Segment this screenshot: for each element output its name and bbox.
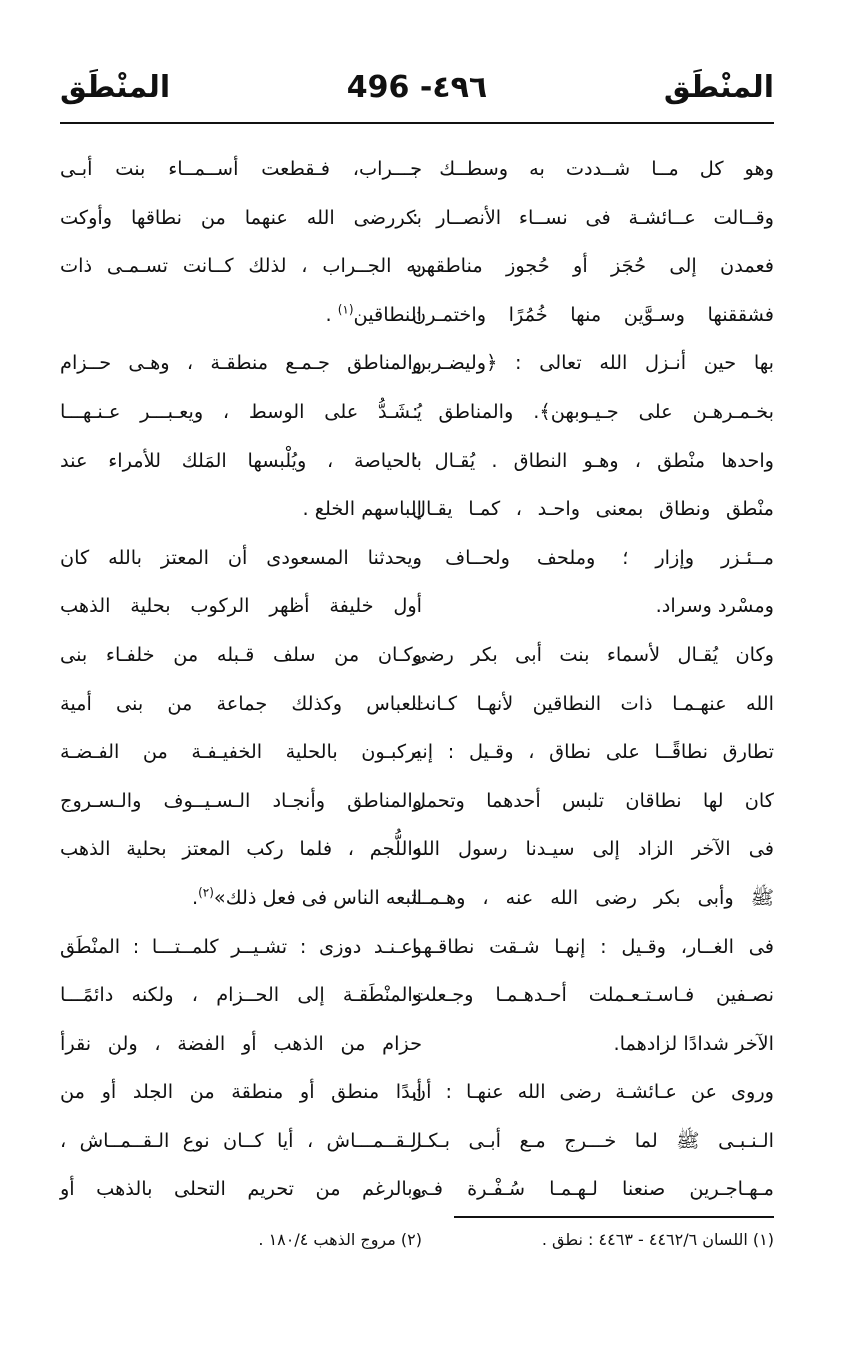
text-line: ويحدثنا المسعودى أن المعتز بالله كان <box>60 545 422 569</box>
text-line: بكررضى الله عنهما من نطاقها وأوكت <box>60 205 422 229</box>
text-line: أول خليفة أظهر الركوب بحلية الذهب <box>60 594 422 618</box>
text-line: والمناطق جـمـع منطقـة ، وهـى حــزام <box>60 351 422 375</box>
text-line: وروى عن عـائشـة رضى الله عنهـا : أن <box>412 1080 774 1104</box>
footnote-rule <box>454 1216 774 1218</box>
text-line: وهو كل مــا شــددت به وسطــك ، <box>412 157 774 180</box>
note-text: النطاقين <box>353 302 422 326</box>
text-line: فشققنها وسـوَّين منها خُمُرًا واختمـرن <box>412 302 774 326</box>
text-line: العباس وكذلك جماعة من بنى أمية <box>60 691 422 715</box>
text-line: الـنـبـى ﷺ لما خـــرج مـع أبـى بـكـر <box>412 1128 774 1152</box>
text-line: تطارق نطاقًــا على نطاق ، وقـيل : إنه <box>412 740 774 764</box>
text-line: وبالرغم من تحريم التحلى بالذهب أو <box>60 1177 422 1201</box>
page-header <box>60 68 774 118</box>
text-line: ﷺ وأبى بكر رضى الله عنه ، وهـمــا <box>412 885 774 909</box>
text-line: وقــالت عــائشـة فى نســاء الأنصــار : <box>412 205 774 229</box>
text-line: وعـنـد دوزى : تشـيــر كلمــتـــا : المنْطَق <box>60 934 422 958</box>
text-line: يُـشَـدُّ على الوسط ، ويعـبـــر عـنـهـــا <box>60 399 422 423</box>
left-column <box>60 145 422 1201</box>
text-line-with-note <box>60 874 422 923</box>
note-text: اتبعه الناس فى فعل ذلك» <box>213 885 422 909</box>
right-column <box>412 145 774 1201</box>
text-line: فى الغــار، وقـيل : إنهـا شـقت نطاقـهـا <box>412 934 774 958</box>
text-line: كان لها نطاقان تلبس أحدهما وتحمل <box>412 788 774 812</box>
text-line: الآخر شدادًا لزادهما. <box>613 1031 774 1055</box>
footnote-2: (٢) مروج الذهب ١٨٠/٤ . <box>258 1230 422 1249</box>
text-line: واللُّجم ، فلما ركب المعتز بحلية الذهب <box>60 837 422 861</box>
text-line: حزام من الذهب أو الفضة ، ولن نقرأ <box>60 1031 422 1055</box>
footnote-ref-1: (١) <box>337 302 354 317</box>
text-line: واحدها منْطق ، وهـو النطاق . يُقـال : <box>412 448 774 472</box>
note-tail: . <box>191 885 199 909</box>
text-line: فعمدن إلى حُجَز أو حُجوز مناطقهن <box>412 254 774 278</box>
text-line: منْطق ونطاق بمعنى واحـد ، كمـا يقـال <box>412 497 774 521</box>
footnote-1: (١) اللسان ٤٤٦٢/٦ - ٤٤٦٣ : نطق . <box>541 1230 774 1249</box>
text-line: الـقــمـــاش ، أيا كــان نوع الـقــمــاش ، <box>60 1128 422 1152</box>
running-head-left: المنْطَق <box>60 70 171 105</box>
running-head-right: المنْطَق <box>663 70 774 105</box>
text-line: جـــراب، فـقطعت أســمــاء بنت أبـى <box>60 157 422 180</box>
text-line: أبدًا منطق أو منطقة من الجلد أو من <box>60 1080 422 1104</box>
text-line: وكـان من سلف قـبله من خلفـاء بنى <box>60 642 422 666</box>
text-line: ومسْرد وسراد. <box>655 594 774 618</box>
text-line: بالحياصة ، ويُلْبسها المَلك للأمراء عند <box>60 448 422 472</box>
text-line: يركبـون بالحلية الخفيـفـة من الفـضـة <box>60 740 422 764</box>
header-rule <box>60 122 774 124</box>
text-line-with-note <box>60 291 422 340</box>
text-line: بها حين أنـزل الله تعالى : ﴿وليضـربن <box>412 351 774 375</box>
text-line: وكان يُقـال لأسماء بنت أبى بكر رضى <box>412 642 774 666</box>
text-line: الله عنهـمـا ذات النطاقين لأنهـا كـانت <box>412 691 774 715</box>
note-tail: . <box>325 302 338 326</box>
text-line: به الجــراب ، لذلك كــانت تسـمـى ذات <box>60 254 422 278</box>
text-line: مـهـاجـرين صنعنا لـهـمـا سُـفْـرة فـى <box>412 1177 774 1201</box>
text-line: نصـفين فـاسـتـعـملت أحـدهـمـا وجـعلت <box>412 983 774 1007</box>
page-number: 496 -٤٩٦ <box>346 70 488 105</box>
text-line: مــئـزر وإزار ؛ وملحف ولحــاف ، <box>412 545 774 569</box>
text-line: والمنْطَقـة إلى الحــزام ، ولكنه دائمًـــا <box>60 983 422 1007</box>
footnote-ref-2: (٢) <box>198 885 214 900</box>
text-line: إلباسهم الخلع . <box>302 497 422 521</box>
text-line: والمناطق وأنجـاد الـسـيــوف والـسـروج <box>60 788 422 812</box>
text-line: فى الآخر الزاد إلى سيـدنا رسول الله <box>412 837 774 861</box>
text-line: بخـمـرهـن على جـيـوبهن﴾. والمناطق : <box>412 399 774 423</box>
